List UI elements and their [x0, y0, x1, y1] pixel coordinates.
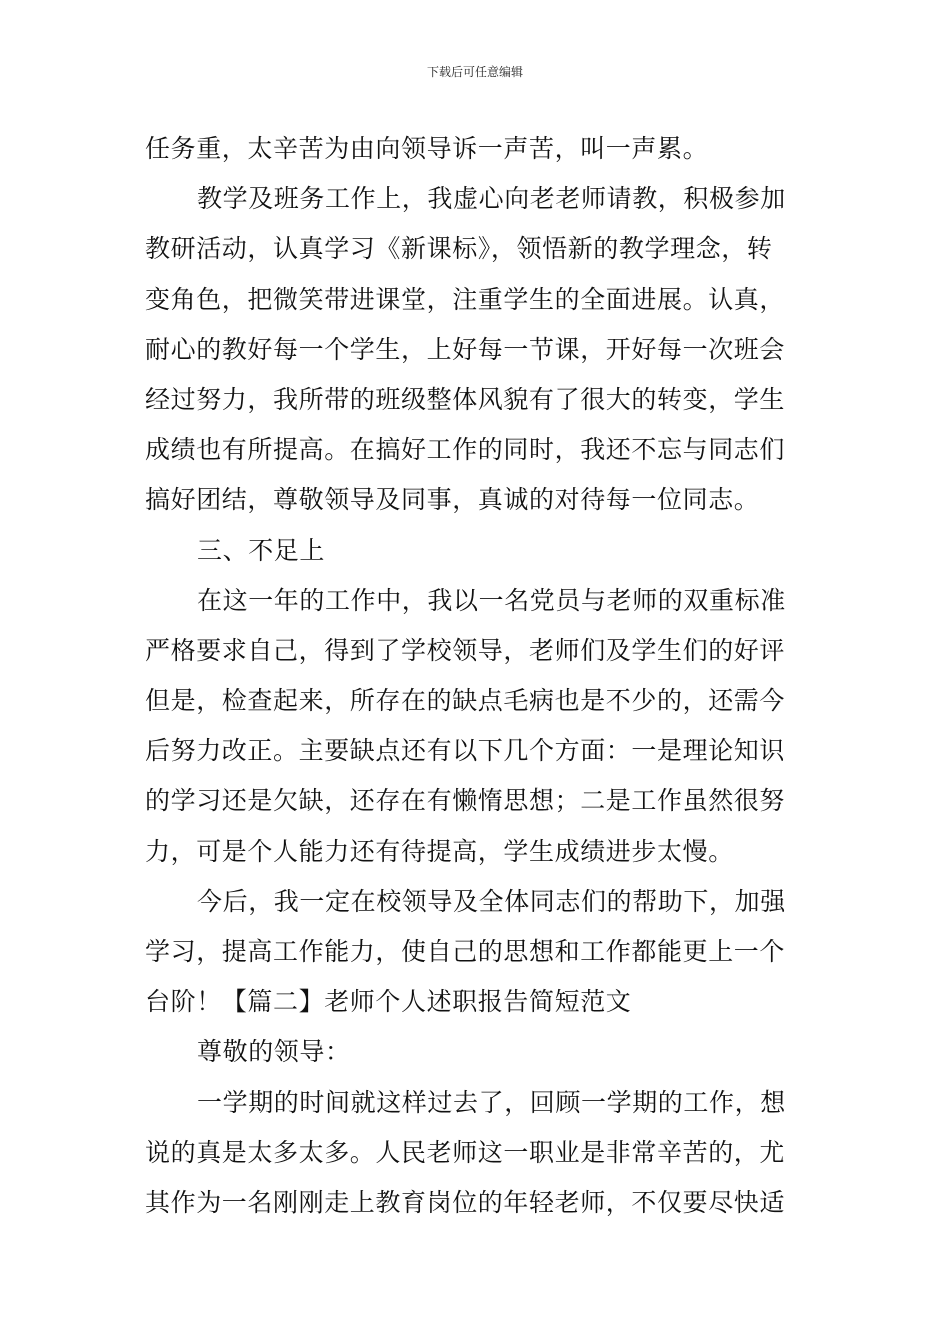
salutation: 尊敬的领导：	[197, 1037, 351, 1067]
text-line: 的学习还是欠缺，还存在有懒惰思想；二是工作虽然很努	[145, 786, 786, 816]
text-line: 变角色，把微笑带进课堂，注重学生的全面进展。认真，	[145, 284, 786, 314]
text-line: 学习，提高工作能力，使自己的思想和工作都能更上一个	[145, 937, 786, 966]
text-line: 台阶！【篇二】老师个人述职报告简短范文	[145, 987, 632, 1017]
page-header: 下载后可任意编辑	[426, 65, 523, 79]
section-heading: 三、不足上	[197, 535, 326, 565]
text-line: 任务重，太辛苦为由向领导诉一声苦，叫一声累。	[145, 134, 709, 163]
text-line: 说的真是太多太多。人民老师这一职业是非常辛苦的，尤	[145, 1137, 786, 1167]
text-line: 耐心的教好每一个学生，上好每一节课，开好每一次班会	[145, 334, 786, 364]
document-body	[145, 124, 815, 1228]
text-line: 其作为一名刚刚走上教育岗位的年轻老师，不仅要尽快适	[145, 1187, 786, 1217]
text-line: 一学期的时间就这样过去了，回顾一学期的工作，想	[197, 1087, 786, 1117]
text-line: 教学及班务工作上，我虚心向老老师请教，积极参加	[197, 184, 786, 214]
text-line: 后努力改正。主要缺点还有以下几个方面：一是理论知识	[145, 736, 786, 766]
text-line: 严格要求自己，得到了学校领导，老师们及学生们的好评	[145, 635, 786, 665]
text-line: 经过努力，我所带的班级整体风貌有了很大的转变，学生	[145, 384, 786, 414]
text-line: 力，可是个人能力还有待提高，学生成绩进步太慢。	[145, 836, 734, 866]
text-line: 但是，检查起来，所存在的缺点毛病也是不少的，还需今	[145, 686, 786, 716]
text-line: 成绩也有所提高。在搞好工作的同时，我还不忘与同志们	[145, 435, 786, 465]
text-line: 搞好团结，尊敬领导及同事，真诚的对待每一位同志。	[145, 485, 760, 515]
text-line: 教研活动，认真学习《新课标》，领悟新的教学理念，转	[145, 234, 773, 264]
text-line: 今后，我一定在校领导及全体同志们的帮助下，加强	[197, 886, 786, 916]
text-line: 在这一年的工作中，我以一名党员与老师的双重标准	[197, 585, 786, 615]
